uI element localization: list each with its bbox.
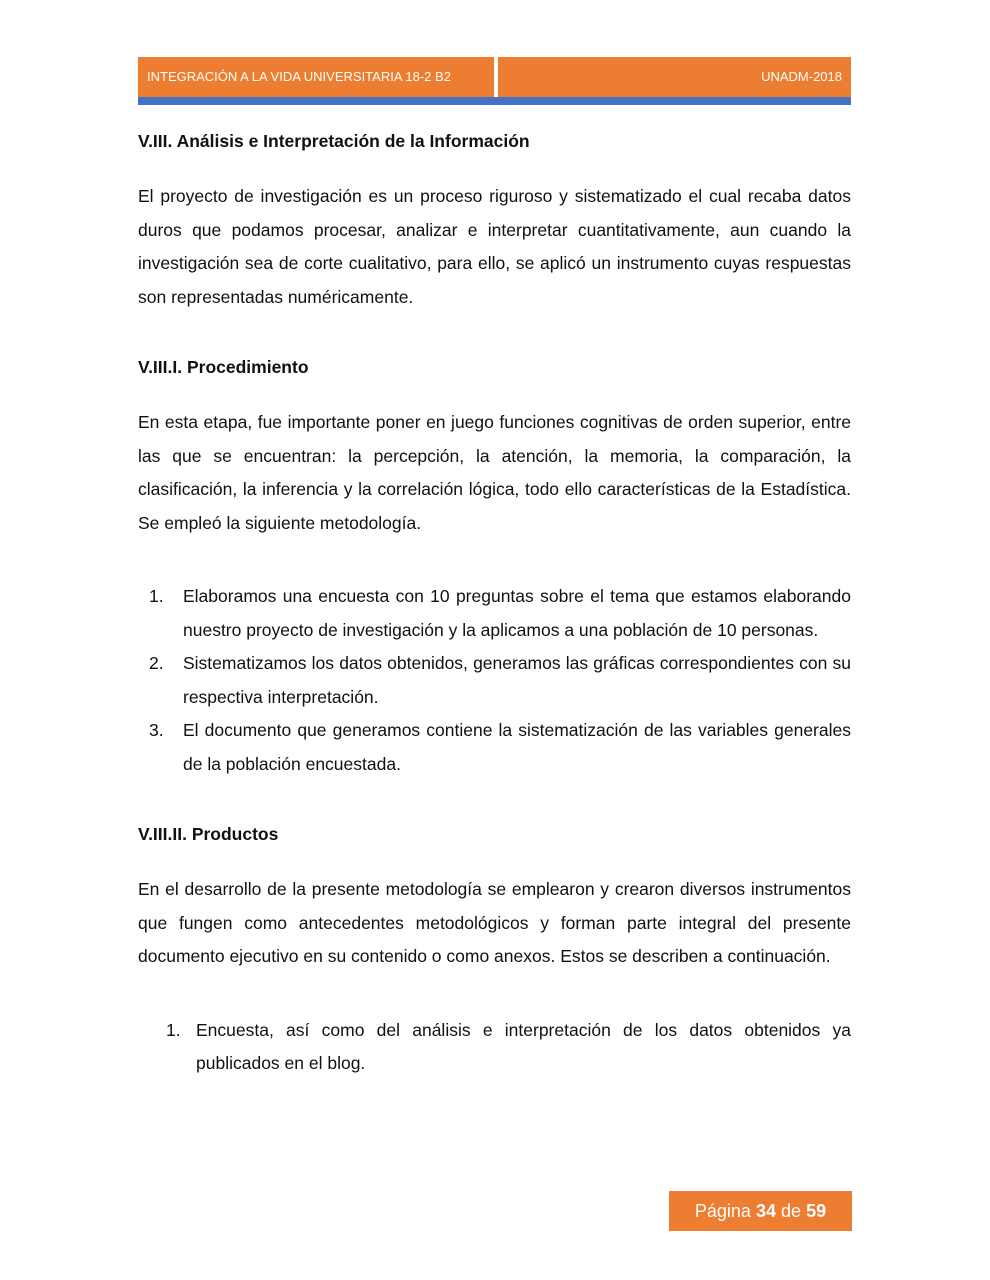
list-item [138,580,851,647]
list-item-text: El documento que generamos contiene la sistematización de las variables generales de la población encuestada. [183,720,851,774]
list-item-number: 1. [166,1019,181,1040]
header-title-band [138,57,494,97]
products-list [138,1014,851,1081]
page-of-label: de [781,1201,802,1221]
page-number-badge [669,1191,852,1231]
header-underline-bar [138,97,851,105]
list-item-text: Elaboramos una encuesta con 10 preguntas sobre el tema que estamos elaborando nuestro proyecto de investigación y la aplicamos a una población de 10 personas. [183,586,851,640]
section-paragraph-procedimiento: En esta etapa, fue importante poner en juego funciones cognitivas de orden superior, entre las que se encuentran: la percepción, la atención, la memoria, la comparación, la clasificación, la inferencia y la correlación lógica, todo ello características de la Estadística. Se empleó la siguiente metodología. [138,412,851,533]
list-item-number: 3. [149,720,164,740]
page-header [138,57,851,97]
header-org-band [498,57,851,97]
page-label: Página [694,1201,751,1221]
section-heading-productos: V.III.II. Productos [138,824,279,844]
list-item [138,647,851,714]
section-paragraph-analisis: El proyecto de investigación es un proceso riguroso y sistematizado el cual recaba datos duros que podamos procesar, analizar e interpretar cuantitativamente, aun cuando la investigación sea de corte cualitativo, para ello, se aplicó un instrumento cuyas respuestas son representadas numéricamente. [138,186,851,307]
list-item-text: Sistematizamos los datos obtenidos, generamos las gráficas correspondientes con su respectiva interpretación. [183,653,851,707]
section-paragraph-productos: En el desarrollo de la presente metodología se emplearon y crearon diversos instrumentos que fungen como antecedentes metodológicos y forman parte integral del presente documento ejecutivo en su contenido o como anexos. Estos se describen a continuación. [138,879,851,966]
list-item [138,1014,851,1081]
document-body [138,127,851,1081]
section-heading-procedimiento: V.III.I. Procedimiento [138,357,309,377]
list-item [138,714,851,781]
page-number: 34 [755,1201,776,1221]
page-total: 59 [806,1201,827,1221]
header-course-title: INTEGRACIÓN A LA VIDA UNIVERSITARIA 18-2 B2 [147,69,451,84]
list-item-number: 1. [149,586,164,606]
procedure-steps-list [138,580,851,781]
list-item-text: Encuesta, así como del análisis e interpretación de los datos obtenidos ya publicados en el blog. [196,1019,851,1073]
section-heading-analisis: V.III. Análisis e Interpretación de la Información [138,131,530,151]
header-org-label: UNADM-2018 [761,69,842,84]
list-item-number: 2. [149,653,164,673]
